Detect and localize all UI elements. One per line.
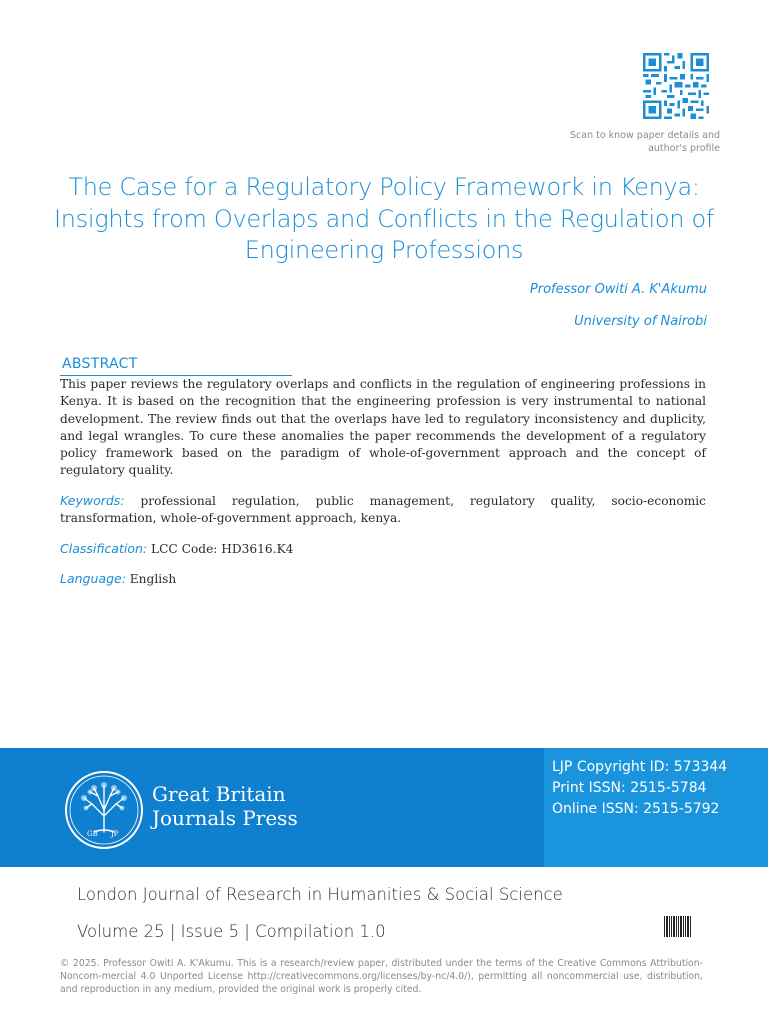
language-label: Language: <box>60 571 126 586</box>
abstract-heading: ABSTRACT <box>62 356 138 372</box>
qr-caption-line1: Scan to know paper details and <box>570 130 720 141</box>
print-issn: Print ISSN: 2515-5784 <box>552 780 707 796</box>
logo-initials-left: GB <box>87 830 98 838</box>
author-name: Professor Owiti A. K'Akumu <box>529 282 707 297</box>
journal-volume: Volume 25 | Issue 5 | Compilation 1.0 <box>77 922 386 941</box>
publication-ids <box>552 757 727 820</box>
online-issn: Online ISSN: 2515-5792 <box>552 801 720 817</box>
paper-title: The Case for a Regulatory Policy Framework in Kenya: Insights from Overlaps and Conflicts in the Regulation of Engineering Professions <box>53 173 715 264</box>
classification-value: LCC Code: HD3616.K4 <box>151 542 294 556</box>
journal-name: London Journal of Research in Humanities & Social Science <box>77 885 563 904</box>
keywords-row <box>60 492 706 528</box>
license-text: © 2025. Professor Owiti A. K'Akumu. This is a research/review paper, distributed under the terms of the Creative Commons Attribution-Noncom-mercial 4.0 Unported License http://creativecommons.org/licenses/by-nc/4.0/), permitting all noncommercial use, distribution, and reproduction in any medium, provided the original work is properly cited. <box>60 958 703 995</box>
qr-caption-line2: author's profile <box>648 142 720 154</box>
classification-row <box>60 540 706 558</box>
publisher-name-line1: Great Britain <box>152 782 286 806</box>
abstract-text: This paper reviews the regulatory overlaps and conflicts in the regulation of engineering professions in Kenya. It is based on the recognition that the engineering profession is very instrumental to national development. The review finds out that the overlaps have led to regulatory inconsistency and duplicity, and legal wrangles. To cure these anomalies the paper recommends the development of a regulatory policy framework based on the paradigm of whole-of-government approach and the concept of regulatory quality. <box>60 377 706 478</box>
logo-initials-right: JP <box>111 830 119 838</box>
publisher-name <box>152 782 298 830</box>
author-affiliation: University of Nairobi <box>574 314 707 329</box>
barcode-icon <box>664 916 692 937</box>
qr-caption <box>520 130 720 155</box>
keywords-value: professional regulation, public management, regulatory quality, socio-economic transformation, whole-of-government approach, kenya. <box>60 494 706 526</box>
keywords-label: Keywords: <box>60 493 125 508</box>
copyright-id: LJP Copyright ID: 573344 <box>552 759 728 775</box>
language-row <box>60 570 706 588</box>
publisher-name-line2: Journals Press <box>152 806 298 830</box>
classification-label: Classification: <box>60 541 148 556</box>
language-value: English <box>129 572 177 586</box>
qr-code-icon <box>641 53 711 119</box>
tree-logo-icon <box>64 770 144 850</box>
